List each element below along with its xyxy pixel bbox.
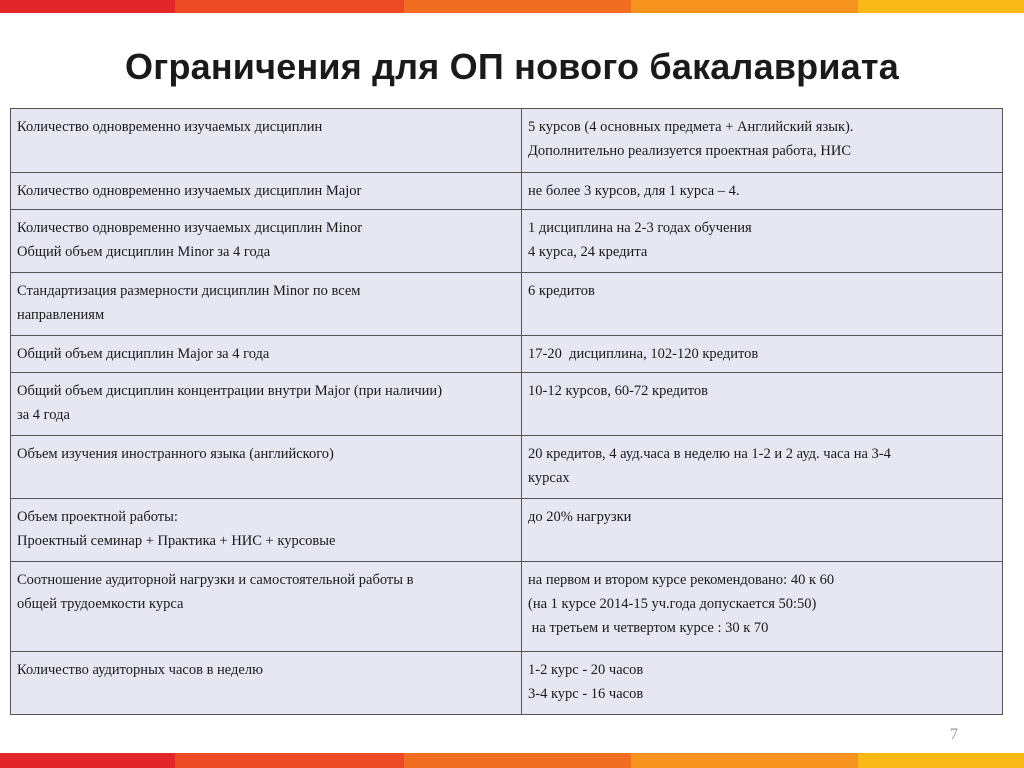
table-row: [11, 373, 1003, 436]
bar-segment: [0, 753, 175, 768]
bar-segment: [404, 0, 631, 13]
parameter-cell: [11, 562, 522, 652]
cell-text: на третьем и четвертом курсе : 30 к 70: [528, 620, 769, 636]
table-row: [11, 562, 1003, 652]
parameter-cell: [11, 652, 522, 715]
bar-segment: [0, 0, 175, 13]
cell-text: Количество одновременно изучаемых дисциплин: [17, 119, 323, 135]
value-cell: [522, 173, 1003, 210]
bottom-color-bar: [0, 753, 1024, 768]
page-number: 7: [950, 726, 958, 743]
cell-text: Объем изучения иностранного языка (английского): [17, 446, 334, 462]
table-row: [11, 109, 1003, 173]
cell-text: Стандартизация размерности дисциплин Minor по всем: [17, 283, 361, 299]
top-color-bar: [0, 0, 1024, 13]
cell-text: Соотношение аудиторной нагрузки и самостоятельной работы в: [17, 572, 414, 588]
parameter-cell: [11, 336, 522, 373]
table-body: [11, 109, 1003, 715]
table-row: [11, 336, 1003, 373]
cell-text: 20 кредитов, 4 ауд.часа в неделю на 1-2 и 2 ауд. часа на 3-4: [528, 446, 891, 462]
cell-text: (на 1 курсе 2014-15 уч.года допускается 50:50): [528, 596, 817, 612]
cell-text: Количество одновременно изучаемых дисциплин Minor: [17, 220, 363, 236]
value-cell: [522, 109, 1003, 173]
parameter-cell: [11, 373, 522, 436]
cell-text: направлениям: [17, 307, 105, 323]
value-cell: [522, 210, 1003, 273]
table-row: [11, 652, 1003, 715]
slide-title: Ограничения для ОП нового бакалавриата: [125, 46, 899, 87]
bar-segment: [404, 753, 631, 768]
cell-text: Проектный семинар + Практика + НИС + курсовые: [17, 533, 336, 549]
value-cell: [522, 436, 1003, 499]
bar-segment: [631, 753, 858, 768]
constraints-table: [10, 108, 1003, 715]
cell-text: 6 кредитов: [528, 283, 595, 299]
cell-text: Количество одновременно изучаемых дисциплин Major: [17, 183, 362, 199]
cell-text: 10-12 курсов, 60-72 кредитов: [528, 383, 708, 399]
cell-text: 3-4 курс - 16 часов: [528, 686, 644, 702]
value-cell: [522, 373, 1003, 436]
cell-text: Общий объем дисциплин Major за 4 года: [17, 346, 270, 362]
value-cell: [522, 499, 1003, 562]
parameter-cell: [11, 273, 522, 336]
value-cell: [522, 652, 1003, 715]
value-cell: [522, 562, 1003, 652]
cell-text: общей трудоемкости курса: [17, 596, 184, 612]
bar-segment: [631, 0, 858, 13]
table-row: [11, 436, 1003, 499]
cell-text: Объем проектной работы:: [17, 509, 178, 525]
table-row: [11, 173, 1003, 210]
cell-text: 17-20 дисциплина, 102-120 кредитов: [528, 346, 759, 362]
cell-text: 5 курсов (4 основных предмета + Английский язык).: [528, 119, 854, 135]
bar-segment: [175, 753, 404, 768]
cell-text: не более 3 курсов, для 1 курса – 4.: [528, 183, 740, 199]
cell-text: Общий объем дисциплин Minor за 4 года: [17, 244, 271, 260]
value-cell: [522, 336, 1003, 373]
parameter-cell: [11, 173, 522, 210]
cell-text: Общий объем дисциплин концентрации внутри Major (при наличии): [17, 383, 443, 399]
table-row: [11, 210, 1003, 273]
parameter-cell: [11, 499, 522, 562]
cell-text: Дополнительно реализуется проектная работа, НИС: [528, 143, 852, 159]
value-cell: [522, 273, 1003, 336]
bar-segment: [858, 0, 1024, 13]
cell-text: 1 дисциплина на 2-3 годах обучения: [528, 220, 752, 236]
cell-text: Количество аудиторных часов в неделю: [17, 662, 263, 678]
bar-segment: [175, 0, 404, 13]
table-row: [11, 499, 1003, 562]
cell-text: курсах: [528, 470, 570, 486]
parameter-cell: [11, 436, 522, 499]
cell-text: 4 курса, 24 кредита: [528, 244, 648, 260]
cell-text: за 4 года: [17, 407, 70, 423]
parameter-cell: [11, 109, 522, 173]
table-row: [11, 273, 1003, 336]
cell-text: 1-2 курс - 20 часов: [528, 662, 644, 678]
bar-segment: [858, 753, 1024, 768]
cell-text: до 20% нагрузки: [528, 509, 632, 525]
cell-text: на первом и втором курсе рекомендовано: 40 к 60: [528, 572, 835, 588]
parameter-cell: [11, 210, 522, 273]
